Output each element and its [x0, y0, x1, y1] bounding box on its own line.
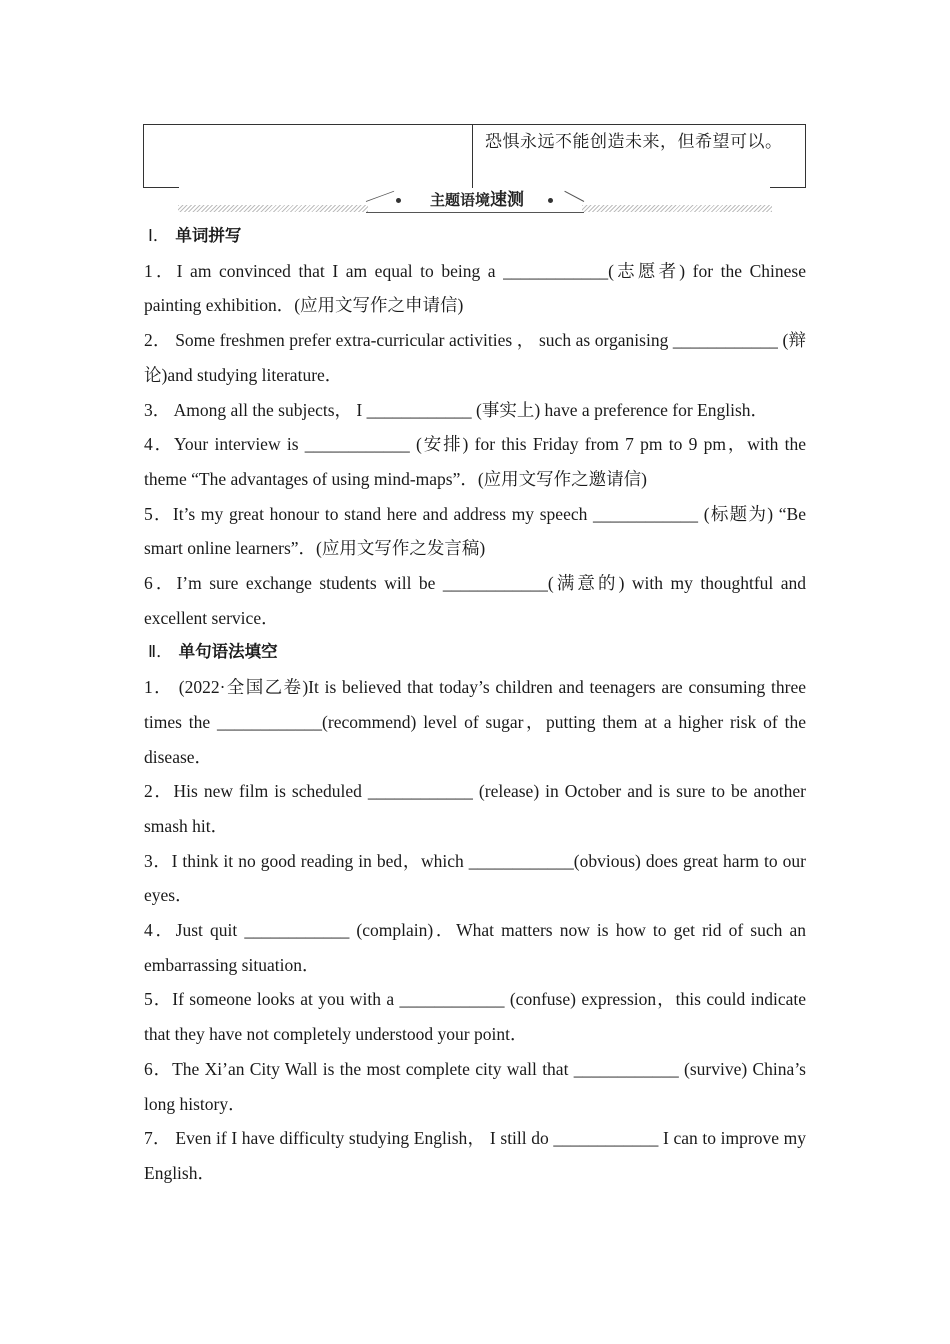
section-2-title: 单句语法填空: [178, 642, 278, 662]
section-2-item-7: 7． Even if I have difficulty studying English， I still do ____________ I can to improve my English．: [144, 1128, 806, 1183]
section-1-item-3: 3． Among all the subjects， I ____________ (事实上) have a preference for English．: [144, 399, 769, 420]
section-banner: [178, 190, 772, 216]
section-1-item-6: 6．I’m sure exchange students will be ____________(满意的) with my thoughtful and excellent service．: [144, 573, 806, 628]
quote-table: [143, 124, 806, 188]
section-1-title: 单词拼写: [175, 226, 242, 245]
section-1-item-1: 1．I am convinced that I am equal to being a ____________(志愿者) for the Chinese painting exhibition．(应用文写作之申请信): [144, 260, 806, 316]
section-2-item-5: 5．If someone looks at you with a ____________ (confuse) expression，this could indicate that they have not completely understood your point．: [144, 989, 806, 1045]
quote-text: 恐惧永远不能创造未来，但希望可以。: [473, 124, 806, 188]
section-1-item-2: 2． Some freshmen prefer extra-curricular activities ， such as organising ____________ (辩论)and studying literature．: [144, 330, 806, 385]
banner-dot-left: [396, 198, 401, 203]
section-2-heading: [144, 635, 806, 670]
section-2-item-2: 2．His new film is scheduled ____________ (release) in October and is sure to be another smash hit．: [144, 781, 806, 836]
section-2-number: Ⅱ．: [148, 642, 173, 662]
section-2-item-3: 3．I think it no good reading in bed，which ____________(obvious) does great harm to our eyes．: [144, 850, 806, 906]
section-1-item-4: 4．Your interview is ____________ (安排) for this Friday from 7 pm to 9 pm，with the theme “The advantages of using mind-maps”．(应用文写作之邀请信): [144, 434, 806, 489]
banner-dot-right: [548, 198, 553, 203]
banner-title-main: 主题语境: [429, 191, 490, 209]
section-2-item-4: 4．Just quit ____________ (complain)．What matters now is how to get rid of such an embarrassing situation．: [144, 920, 806, 975]
banner-title: [412, 190, 542, 210]
quote-table-left-cell: [143, 124, 473, 188]
banner-hatch-right: [582, 205, 772, 212]
section-1-heading: [144, 219, 806, 254]
section-1-item-5: 5．It’s my great honour to stand here and address my speech ____________ (标题为) “Be smart online learners”．(应用文写作之发言稿): [144, 503, 806, 559]
section-2-item-6: 6．The Xi’an City Wall is the most complete city wall that ____________ (survive) China’s long history．: [144, 1058, 806, 1114]
section-2-item-1: 1． (2022·全国乙卷)It is believed that today’s children and teenagers are consuming three times the ____________(recommend) level of sugar，putting them at a higher risk of the disease．: [144, 677, 806, 767]
exercise-content: [144, 219, 806, 1191]
section-1-number: Ⅰ．: [148, 226, 170, 245]
banner-title-strong: 速测: [490, 190, 524, 210]
banner-hatch-left: [178, 205, 368, 212]
